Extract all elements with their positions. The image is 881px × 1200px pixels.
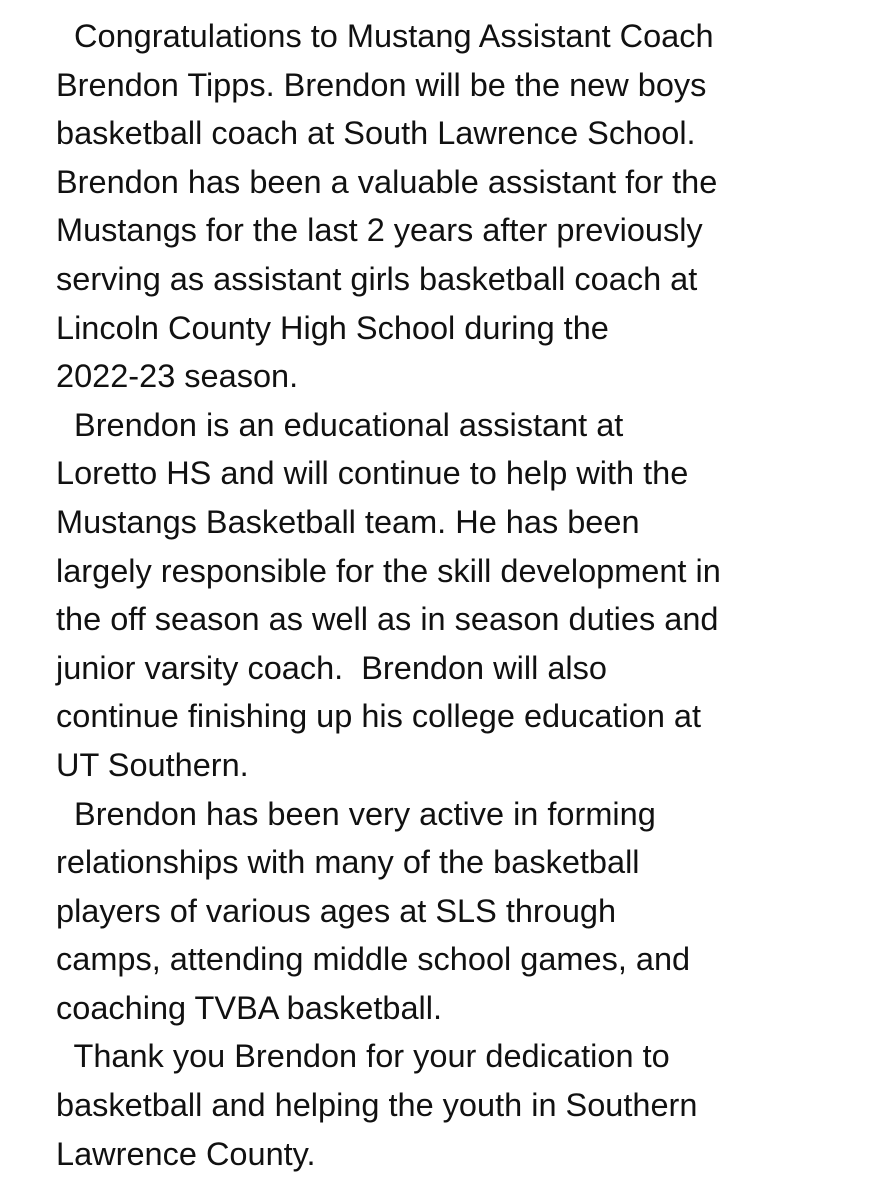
text-line: the off season as well as in season duties and	[56, 601, 719, 638]
paragraph-2	[56, 401, 856, 790]
text-line: UT Southern.	[56, 746, 249, 783]
text-line: Mustangs Basketball team. He has been	[56, 503, 640, 540]
text-line: Congratulations to Mustang Assistant Coach	[56, 18, 714, 54]
text-line: Brendon has been a valuable assistant for the	[56, 163, 718, 200]
text-line: serving as assistant girls basketball coach at	[56, 260, 698, 297]
text-line: continue finishing up his college education at	[56, 698, 702, 735]
paragraph-4	[56, 1032, 856, 1178]
text-line: Thank you Brendon for your dedication to	[56, 1038, 670, 1075]
paragraph-1	[56, 12, 856, 401]
text-line: Lawrence County.	[56, 1135, 316, 1172]
text-line: relationships with many of the basketball	[56, 844, 640, 881]
announcement-document	[56, 12, 856, 1178]
text-line: Brendon is an educational assistant at	[56, 406, 624, 443]
paragraph-3	[56, 790, 856, 1033]
text-line: players of various ages at SLS through	[56, 892, 617, 929]
text-line: junior varsity coach. Brendon will also	[56, 649, 607, 686]
text-line: coaching TVBA basketball.	[56, 989, 443, 1026]
text-line: Mustangs for the last 2 years after previously	[56, 212, 703, 249]
text-line: 2022-23 season.	[56, 358, 299, 395]
text-line: Brendon has been very active in forming	[56, 795, 656, 832]
text-line: Loretto HS and will continue to help with the	[56, 455, 689, 492]
text-line: basketball and helping the youth in Southern	[56, 1087, 698, 1124]
text-line: basketball coach at South Lawrence School.	[56, 115, 696, 152]
text-line: camps, attending middle school games, and	[56, 941, 691, 978]
text-line: largely responsible for the skill development in	[56, 552, 721, 589]
text-line: Lincoln County High School during the	[56, 309, 609, 346]
text-line: Brendon Tipps. Brendon will be the new boys	[56, 66, 707, 103]
